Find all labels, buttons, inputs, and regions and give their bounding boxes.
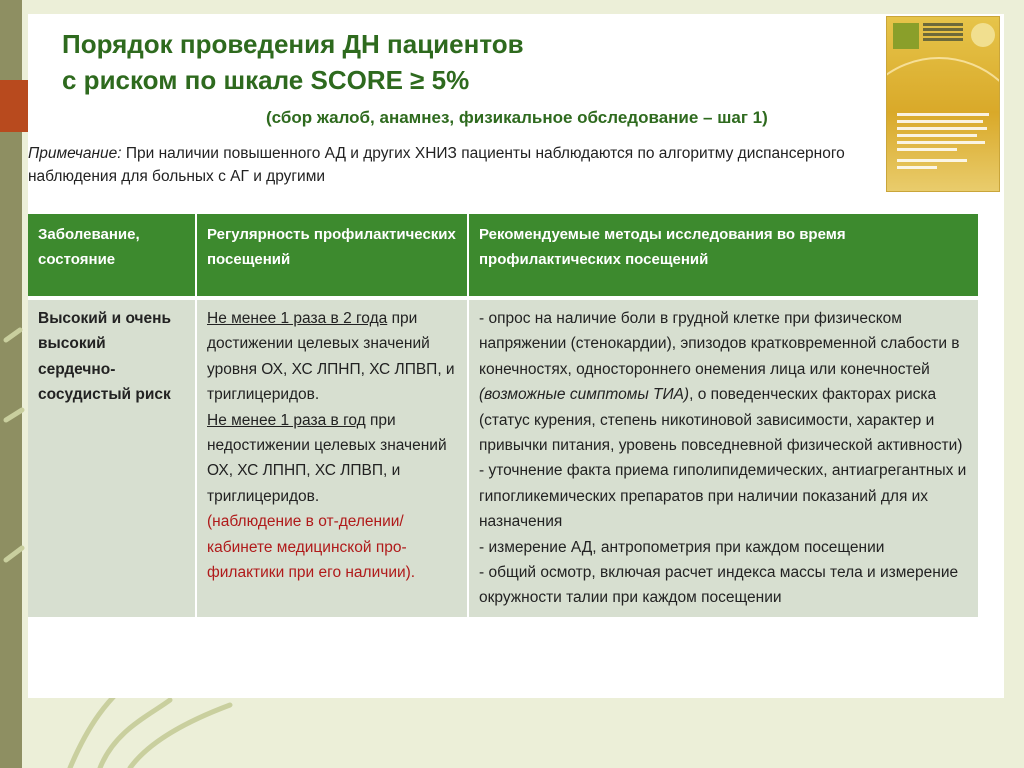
slide-subtitle: (сбор жалоб, анамнез, физикальное обследование – шаг 1): [266, 108, 768, 127]
regularity-1-text: при достижении целевых значений уровня ОХ, ХС ЛПНП, ХС ЛПВП, и триглицеридов.: [207, 310, 455, 404]
table-row: [28, 298, 978, 617]
method-1-start: - опрос на наличие боли в грудной клетке при физическом напряжении (стенокардии), эпизодов кратковременной слабости в конечностях, одностороннего онемения лица или конечностей: [479, 310, 960, 378]
book-title-lines: [897, 113, 989, 173]
header-methods: Рекомендуемые методы исследования во время профилактических посещений: [468, 214, 978, 298]
regularity-1-underlined: Не менее 1 раза в 2 года: [207, 310, 388, 327]
book-cover-image: [886, 16, 1000, 192]
note-paragraph: [28, 142, 888, 188]
header-condition: Заболевание, состояние: [28, 214, 196, 298]
cell-condition: Высокий и очень высокий сердечно-сосудистый риск: [28, 298, 196, 617]
title-line-1: Порядок проведения ДН пациентов: [62, 29, 524, 59]
header-regularity: Регулярность профилактических посещений: [196, 214, 468, 298]
method-1-italic: (возможные симптомы ТИА): [479, 386, 690, 404]
method-4: - общий осмотр, включая расчет индекса массы тела и измерение окружности талии при каждом посещении: [479, 564, 959, 607]
note-text: При наличии повышенного АД и других ХНИЗ пациенты наблюдаются по алгоритму диспансерного наблюдения для больных с АГ и другими: [28, 145, 845, 185]
cell-methods: [468, 298, 978, 617]
regularity-3-red: (наблюдение в от-делении/кабинете медицинской про-филактики при его наличии).: [207, 513, 416, 582]
book-logo-icon: [893, 23, 919, 49]
method-3: - измерение АД, антропометрия при каждом посещении: [479, 538, 885, 556]
method-1-end: , о поведенческих факторах риска (статус курения, степень никотиновой зависимости, характер и привычки питания, уровень повседневной физической активности): [479, 386, 963, 455]
slide-content: [28, 14, 1004, 698]
regularity-2-text: при недостижении целевых значений ОХ, ХС ЛПНП, ХС ЛПВП, и триглицеридов.: [207, 411, 447, 505]
method-2: - уточнение факта приема гиполипидемических, антиагрегантных и гипогликемических препаратов при наличии показаний для их назначения: [479, 462, 967, 531]
note-label: Примечание:: [28, 145, 122, 162]
regularity-2-underlined: Не менее 1 раза в год: [207, 411, 366, 429]
method-1: [479, 306, 968, 458]
cell-regularity: [196, 298, 468, 617]
book-logo-text-lines: [923, 23, 963, 26]
book-emblem-icon: [971, 23, 995, 47]
table-header-row: [28, 214, 978, 298]
recommendations-table: [28, 214, 978, 617]
decorative-accent-block: [0, 80, 28, 132]
slide-title: [62, 26, 524, 98]
title-line-2: с риском по шкале SCORE ≥ 5%: [62, 65, 470, 95]
